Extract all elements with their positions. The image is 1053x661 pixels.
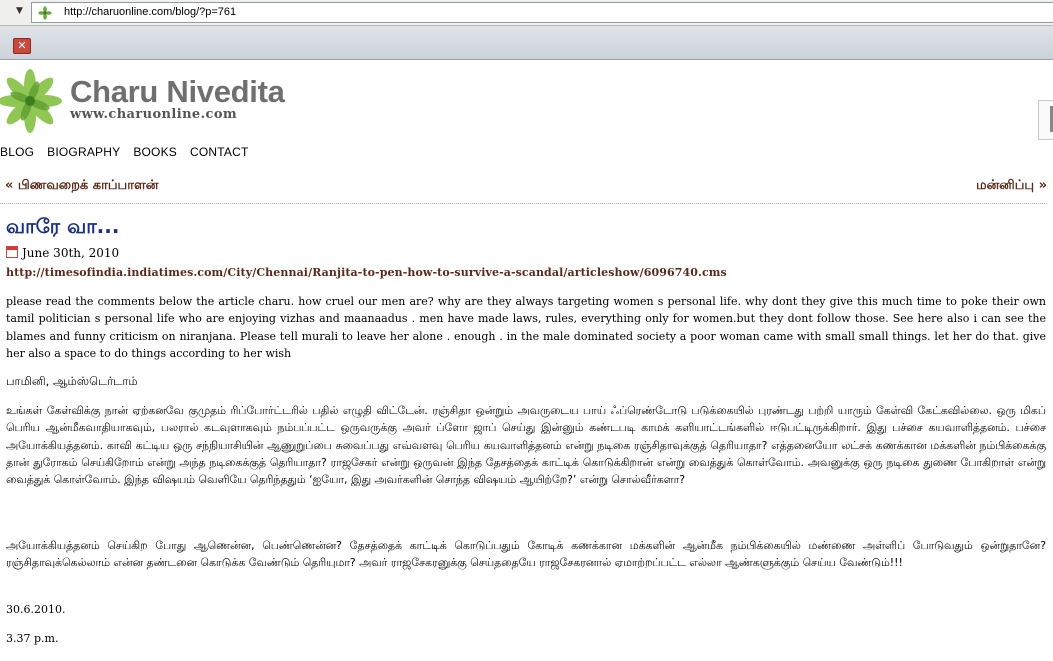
close-tab-button[interactable]: ✕ bbox=[13, 38, 31, 54]
browser-address-bar bbox=[0, 0, 1053, 26]
address-text: http://charuonline.com/blog/?p=761 bbox=[64, 6, 237, 18]
address-field[interactable] bbox=[31, 2, 1053, 23]
post-paragraph: 3.37 p.m. bbox=[6, 632, 59, 645]
article-link[interactable]: http://timesofindia.indiatimes.com/City/Chennai/Ranjita-to-pen-how-to-survive-a-scandal/articleshow/6096740.cms bbox=[6, 266, 727, 279]
leaf-favicon-icon bbox=[38, 6, 52, 20]
post-paragraph: please read the comments below the article charu. how cruel our men are? why are they always targeting women s personal life. why dont they give this much time to poke their own tamil politician s personal life who are enjoying vizhas and maanaadus . men have made laws, rules, everything only for women.but they dont follow those. See here also i can see the blames and funny criticism on niranjana. Please tell murali to leave her alone . enough . in the male dominated society a poor woman came with small small things. let her do that. give her also a space to do things according to her wish bbox=[6, 295, 1046, 360]
nav-item-contact[interactable]: CONTACT bbox=[190, 145, 249, 159]
post-paragraph: அயோக்கியத்தனம் செய்கிற போது ஆணென்ன, பெண்ணென்ன? தேசத்தைக் காட்டிக் கொடுப்பதும் கோடிக் கணக்கான மக்களின் ஆன்மீக நம்பிக்கையில் மண்ணை அள்ளிப் போடுவதும் ஒன்றுதானே? ரஞ்சிதாவுக்கெல்லாம் என்ன தண்டனை கொடுக்க வேண்டும் தெரியுமா? அவர் ராஜசேகரனுக்கு செய்ததையே ராஜசேகரனால் ஏமாற்றப்பட்ட எல்லா ஆண்களுக்கும் செய்ய வேண்டும்!!! bbox=[6, 539, 1046, 570]
divider bbox=[0, 203, 1047, 204]
lotus-logo-icon bbox=[0, 68, 62, 134]
post-paragraph: உங்கள் கேள்விக்கு நான் ஏற்கனவே குமுதம் ரிப்போர்ட்டரில் பதில் எழுதி விட்டேன். ரஞ்சிதா ஒன்றும் அவருடைய பாய் ஃப்ரெண்டோடு படுக்கையில் புரண்டது பற்றி யாரும் கேள்வி கேட்கவில்லை. ஒரு மிகப் பெரிய ஆன்மீகவாதியாகவும், பலரால் கடவுளாகவும் நம்பப்பட்ட ஒருவருக்கு அவர் ப்ளோ ஜாப் செய்து இன்னும் கண்டபடி காமக் களியாட்டங்களில் ஈடுபட்டிருக்கிறார். இது பச்சை கயவாளித்தனம். பச்சை அயோக்கியத்தனம். காவி கட்டிய ஒரு சந்நியாசியின் ஆணுறுப்பை சுவைப்பது எவ்வளவு பெரிய கயவாளித்தனம் என்று நடிகை ரஞ்சிதாவுக்குத் தெரியாதா? எத்தனையோ லட்சக் கணக்கான மக்களின் நம்பிக்கைக்கு தான் துரோகம் செய்கிறோம் என்று அந்த நடிகைக்குத் தெரியாதா? ராஜசேகர் என்று ஒருவன் இந்த தேசத்தைக் காட்டிக் கொடுக்கிறான் என்று வைத்துக் கொள்வோம். அவனுக்கு ஒரு நடிகை துணை போகிறாள் என்று வைத்துக் கொள்வோம். இந்த விஷயம் வெளியே தெரிந்ததும் ‘ஐயோ, இது அவர்களின் சொந்த விஷயம் ஆயிற்றே?’ என்று சொல்வீர்களா? bbox=[6, 404, 1046, 487]
post-navigation bbox=[5, 178, 1047, 196]
post-title[interactable]: வாரே வா... bbox=[6, 214, 120, 238]
post-date bbox=[6, 246, 119, 260]
site-url[interactable]: www.charuonline.com bbox=[70, 107, 238, 122]
previous-post-link[interactable]: « பிணவறைக் காப்பாளன் bbox=[5, 178, 159, 193]
site-title[interactable]: Charu Nivedita bbox=[70, 74, 285, 109]
nav-item-biography[interactable]: BIOGRAPHY bbox=[47, 145, 121, 159]
nav-item-blog[interactable]: BLOG bbox=[0, 145, 35, 159]
post-date-text: June 30th, 2010 bbox=[22, 246, 120, 260]
dropdown-arrow-icon[interactable]: ▼ bbox=[16, 6, 23, 16]
post-paragraph: பாமினி, ஆம்ஸ்டெர்டாம் bbox=[6, 374, 138, 388]
post-paragraph: 30.6.2010. bbox=[6, 603, 66, 616]
nav-item-books[interactable]: BOOKS bbox=[133, 145, 177, 159]
calendar-icon bbox=[6, 246, 18, 258]
tab-bar bbox=[0, 26, 1053, 60]
next-post-link[interactable]: மன்னிப்பு » bbox=[976, 178, 1047, 193]
page-content bbox=[0, 60, 1053, 661]
main-nav bbox=[0, 145, 262, 159]
